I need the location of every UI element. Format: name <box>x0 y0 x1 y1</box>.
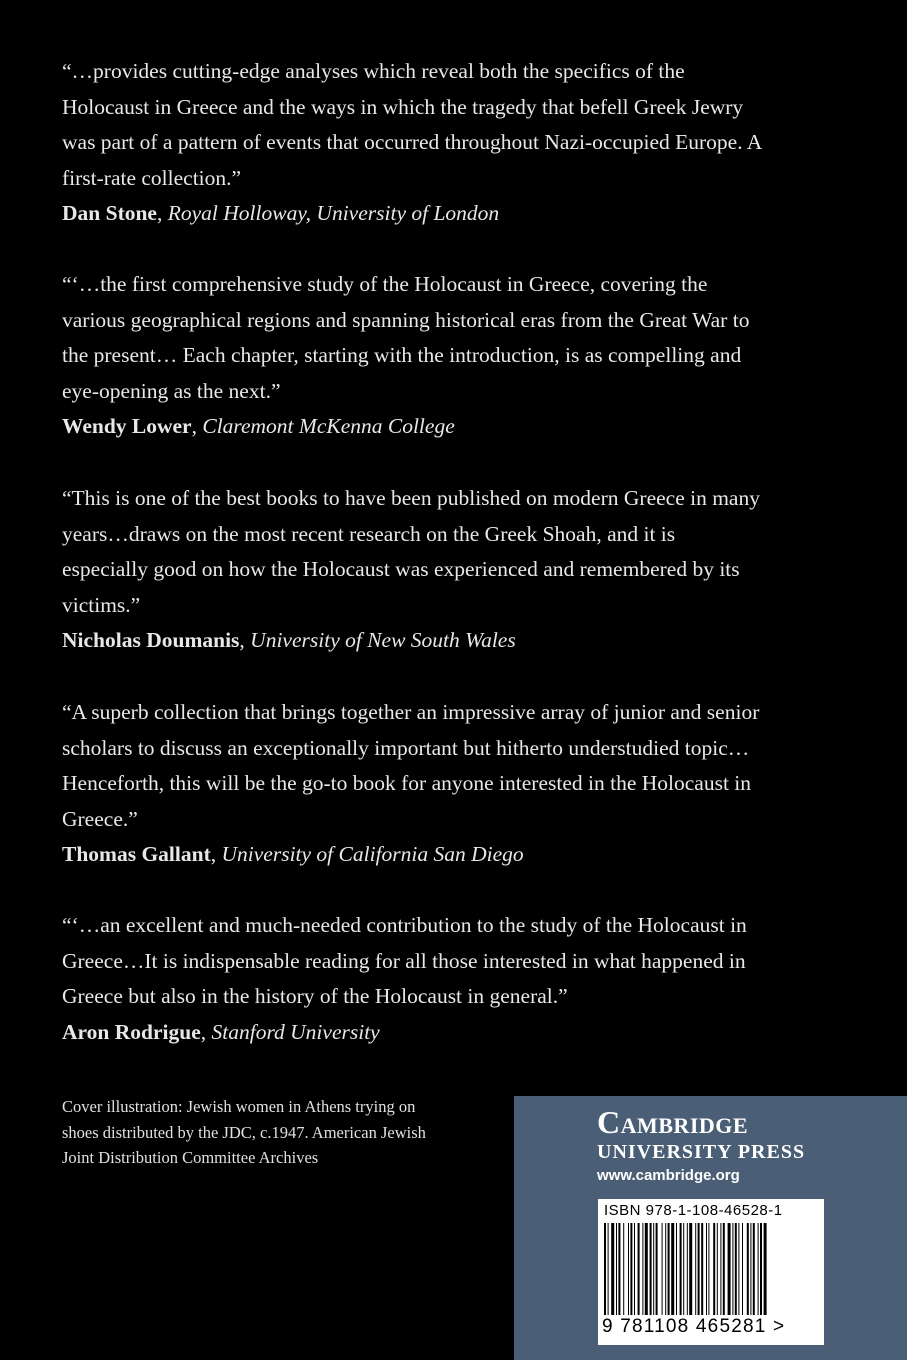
blurb-wendy-lower <box>62 267 762 445</box>
reviewer-name: Thomas Gallant <box>62 842 211 866</box>
barcode-bar <box>662 1223 663 1315</box>
publisher-panel <box>514 1096 907 1360</box>
barcode-bar <box>742 1223 743 1315</box>
barcode-bar <box>738 1223 739 1315</box>
isbn-label: ISBN 978-1-108-46528-1 <box>604 1202 783 1219</box>
barcode-bar <box>628 1223 629 1315</box>
blurb-nicholas-doumanis <box>62 481 762 659</box>
barcode-bar <box>630 1223 632 1315</box>
barcode-bar <box>764 1223 767 1315</box>
barcode-bar <box>653 1223 654 1315</box>
blurb-text: “…provides cutting-edge analyses which reveal both the specifics of the Holocaust in Greece and the ways in which the tragedy that befell Greek Jewry was part of a pattern of events that occurred throughout Nazi-occupied Europe. A first-rate collection.” <box>62 59 762 190</box>
reviewer-name: Dan Stone <box>62 201 157 225</box>
barcode-bar <box>683 1223 684 1315</box>
barcode-bar <box>758 1223 759 1315</box>
barcode-bar <box>695 1223 696 1315</box>
barcode-bar <box>750 1223 751 1315</box>
barcode-bar <box>650 1223 652 1315</box>
blurb-text: “A superb collection that brings together an impressive array of junior and senior scholars to discuss an exceptionally important but hitherto understudied topic…Henceforth, this will be the go-to book for anyone interested in the Holocaust in Greece.” <box>62 700 760 831</box>
barcode-bar <box>753 1223 755 1315</box>
barcode-bar <box>616 1223 617 1315</box>
attribution-separator: , <box>156 201 168 225</box>
barcode-bars <box>604 1223 816 1315</box>
barcode-bar <box>618 1223 620 1315</box>
reviewer-affiliation: Royal Holloway, University of London <box>167 201 500 225</box>
barcode-bar <box>732 1223 733 1315</box>
barcode-bar <box>671 1223 674 1315</box>
barcode-bar <box>611 1223 614 1315</box>
blurb-text: “This is one of the best books to have been published on modern Greece in many years…draws on the most recent research on the Greek Shoah, and it is especially good on how the Holocaust was experienced and remembered by its victims.” <box>62 486 760 617</box>
reviewer-affiliation: University of New South Wales <box>250 628 516 652</box>
barcode-bar <box>713 1223 715 1315</box>
publisher-press: UNIVERSITY PRESS <box>597 1141 806 1163</box>
blurb-attribution <box>62 196 762 232</box>
barcode-bar <box>687 1223 688 1315</box>
reviewer-affiliation: Claremont McKenna College <box>202 414 455 438</box>
attribution-separator: , <box>191 414 203 438</box>
barcode-bar <box>665 1223 666 1315</box>
barcode-bar <box>608 1223 609 1315</box>
barcode-bar <box>728 1223 731 1315</box>
attribution-separator: , <box>210 842 222 866</box>
publisher-url: www.cambridge.org <box>597 1167 740 1184</box>
barcode-bar <box>701 1223 703 1315</box>
barcode-bar <box>717 1223 718 1315</box>
barcode-bar <box>747 1223 749 1315</box>
reviewer-affiliation: University of California San Diego <box>221 842 524 866</box>
publisher-name: Cambridge <box>597 1104 749 1140</box>
reviewer-name: Wendy Lower <box>62 414 192 438</box>
barcode-bar <box>642 1223 643 1315</box>
barcode-bar <box>638 1223 640 1315</box>
blurb-attribution <box>62 623 762 659</box>
blurb-attribution <box>62 409 762 445</box>
barcode-bar <box>668 1223 670 1315</box>
barcode-bar <box>708 1223 709 1315</box>
barcode-bar <box>623 1223 624 1315</box>
barcode-bar <box>760 1223 762 1315</box>
isbn-barcode <box>598 1199 824 1345</box>
blurb-dan-stone <box>62 54 762 232</box>
reviewer-name: Nicholas Doumanis <box>62 628 240 652</box>
barcode-bar <box>634 1223 635 1315</box>
barcode-bar <box>645 1223 648 1315</box>
barcode-bar <box>680 1223 682 1315</box>
blurb-text: “‘…an excellent and much-needed contribution to the study of the Holocaust in Greece…It is indispensable reading for all those interested in what happened in Greece but also in the history of the Holocaust in general.” <box>62 913 747 1008</box>
barcode-bar <box>706 1223 707 1315</box>
barcode-bar <box>720 1223 721 1315</box>
reviewer-name: Aron Rodrigue <box>62 1019 201 1044</box>
barcode-bar <box>698 1223 700 1315</box>
blurb-text: “‘…the first comprehensive study of the Holocaust in Greece, covering the various geographical regions and spanning historical eras from the Great War to the present… Each chapter, starting with the introduction, is as compelling and eye-opening as the next.” <box>62 272 750 403</box>
barcode-bar <box>656 1223 658 1315</box>
blurb-thomas-gallant <box>62 695 762 873</box>
attribution-separator: , <box>239 628 251 652</box>
blurb-attribution <box>62 837 762 873</box>
barcode-bar <box>604 1223 606 1315</box>
blurb-attribution <box>62 1015 762 1051</box>
reviewer-affiliation: Stanford University <box>211 1019 380 1044</box>
attribution-separator: , <box>200 1019 212 1044</box>
cover-illustration-credit: Cover illustration: Jewish women in Athens trying on shoes distributed by the JDC, c.1947. American Jewish Joint Distribution Committee Archives <box>62 1097 426 1167</box>
ean-digits: 9 781108 465281 > <box>602 1316 786 1337</box>
barcode-bar <box>676 1223 677 1315</box>
barcode-bar <box>735 1223 737 1315</box>
barcode-bar <box>723 1223 725 1315</box>
barcode-bar <box>689 1223 692 1315</box>
blurb-aron-rodrigue <box>62 908 762 1050</box>
